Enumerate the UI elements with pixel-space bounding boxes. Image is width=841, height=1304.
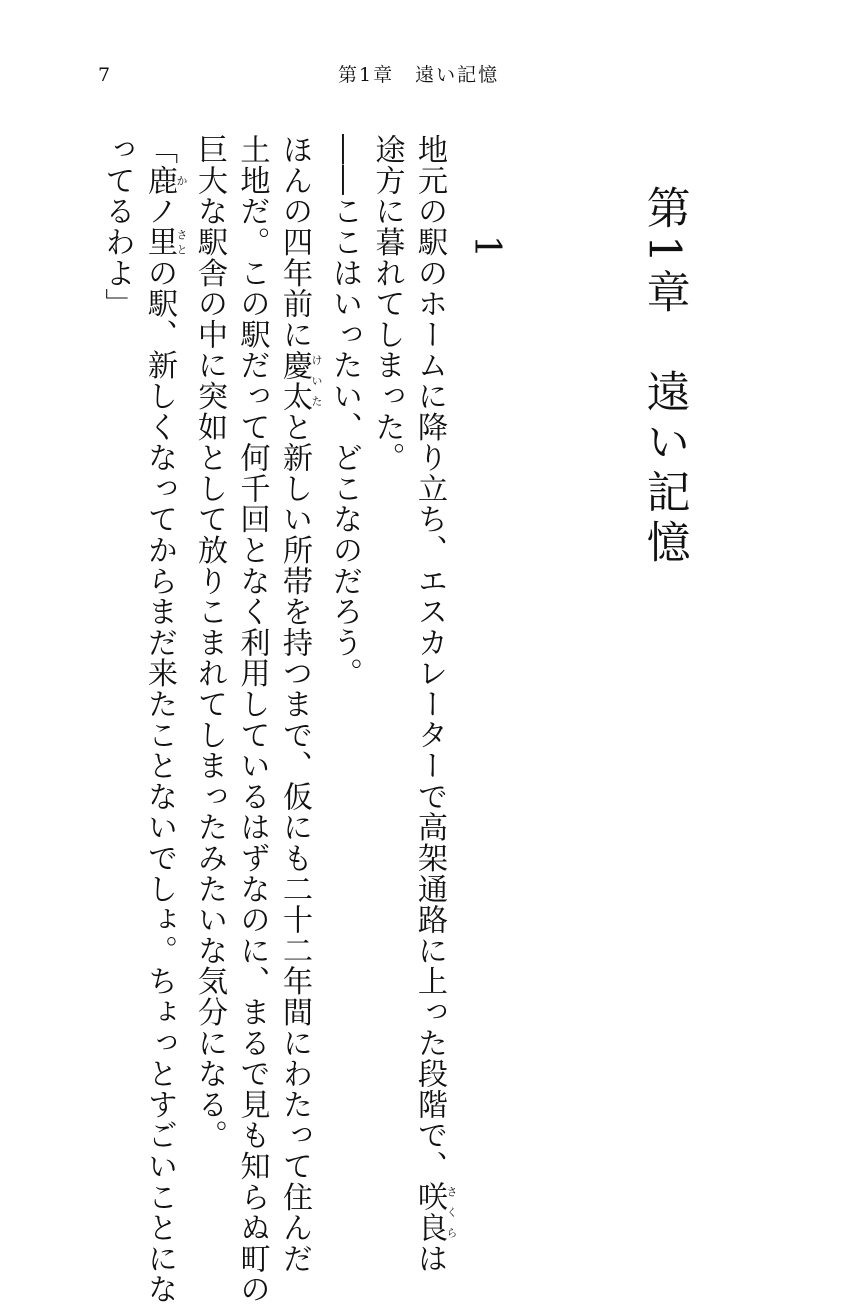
body-line: 途方に暮れてしまった。 [369,134,405,473]
ruby-base: 鹿 [142,164,177,196]
ruby-place-ka [142,164,188,196]
text-run: と新しい所帯を持つまで、仮にも二十二年間にわたって住んだ [277,411,312,1274]
text-run: 「 [142,134,177,165]
running-header: 第1章 遠い記憶 [338,64,500,86]
ruby-place-sato [142,226,188,258]
chapter-title: 第1章 遠い記憶 [638,185,690,569]
body-text [95,134,458,1304]
text-run: は [412,1242,447,1274]
text-run: の駅、新しくなってからまだ来たことないでしょ。ちょっとすごいことにな [142,257,177,1304]
text-run: ノ [142,195,177,227]
body-line: 巨大な駅舎の中に突如として放りこまれてしまったみたいな気分になる。 [192,134,227,1151]
body-line: ってるわよ」 [99,134,135,319]
ruby-reading: さと [175,226,188,258]
ruby-reading: か [175,164,188,196]
body-line [138,134,188,1304]
ruby-base: 咲良 [412,1181,447,1243]
text-run: ほんの四年前に [277,134,312,350]
body-line: 土地だ。この駅だって何千回となく利用しているはずなのに、まるで見も知らぬ町の [234,134,270,1304]
ruby-base: 里 [142,226,177,258]
body-line [273,134,323,1274]
ruby-reading: さくら [445,1181,458,1243]
section-number: 1 [466,235,507,258]
ruby-name-keita [277,349,323,412]
body-line [408,134,458,1274]
page-number: 7 [98,64,111,86]
ruby-base: 慶太 [277,349,312,412]
ruby-name-sakura [412,1181,458,1243]
body-line: ――ここはいったい、どこなのだろう。 [327,134,362,689]
text-run: 地元の駅のホームに降り立ち、エスカレーターで高架通路に上った段階で、 [412,134,447,1182]
ruby-reading: けいた [310,349,323,412]
